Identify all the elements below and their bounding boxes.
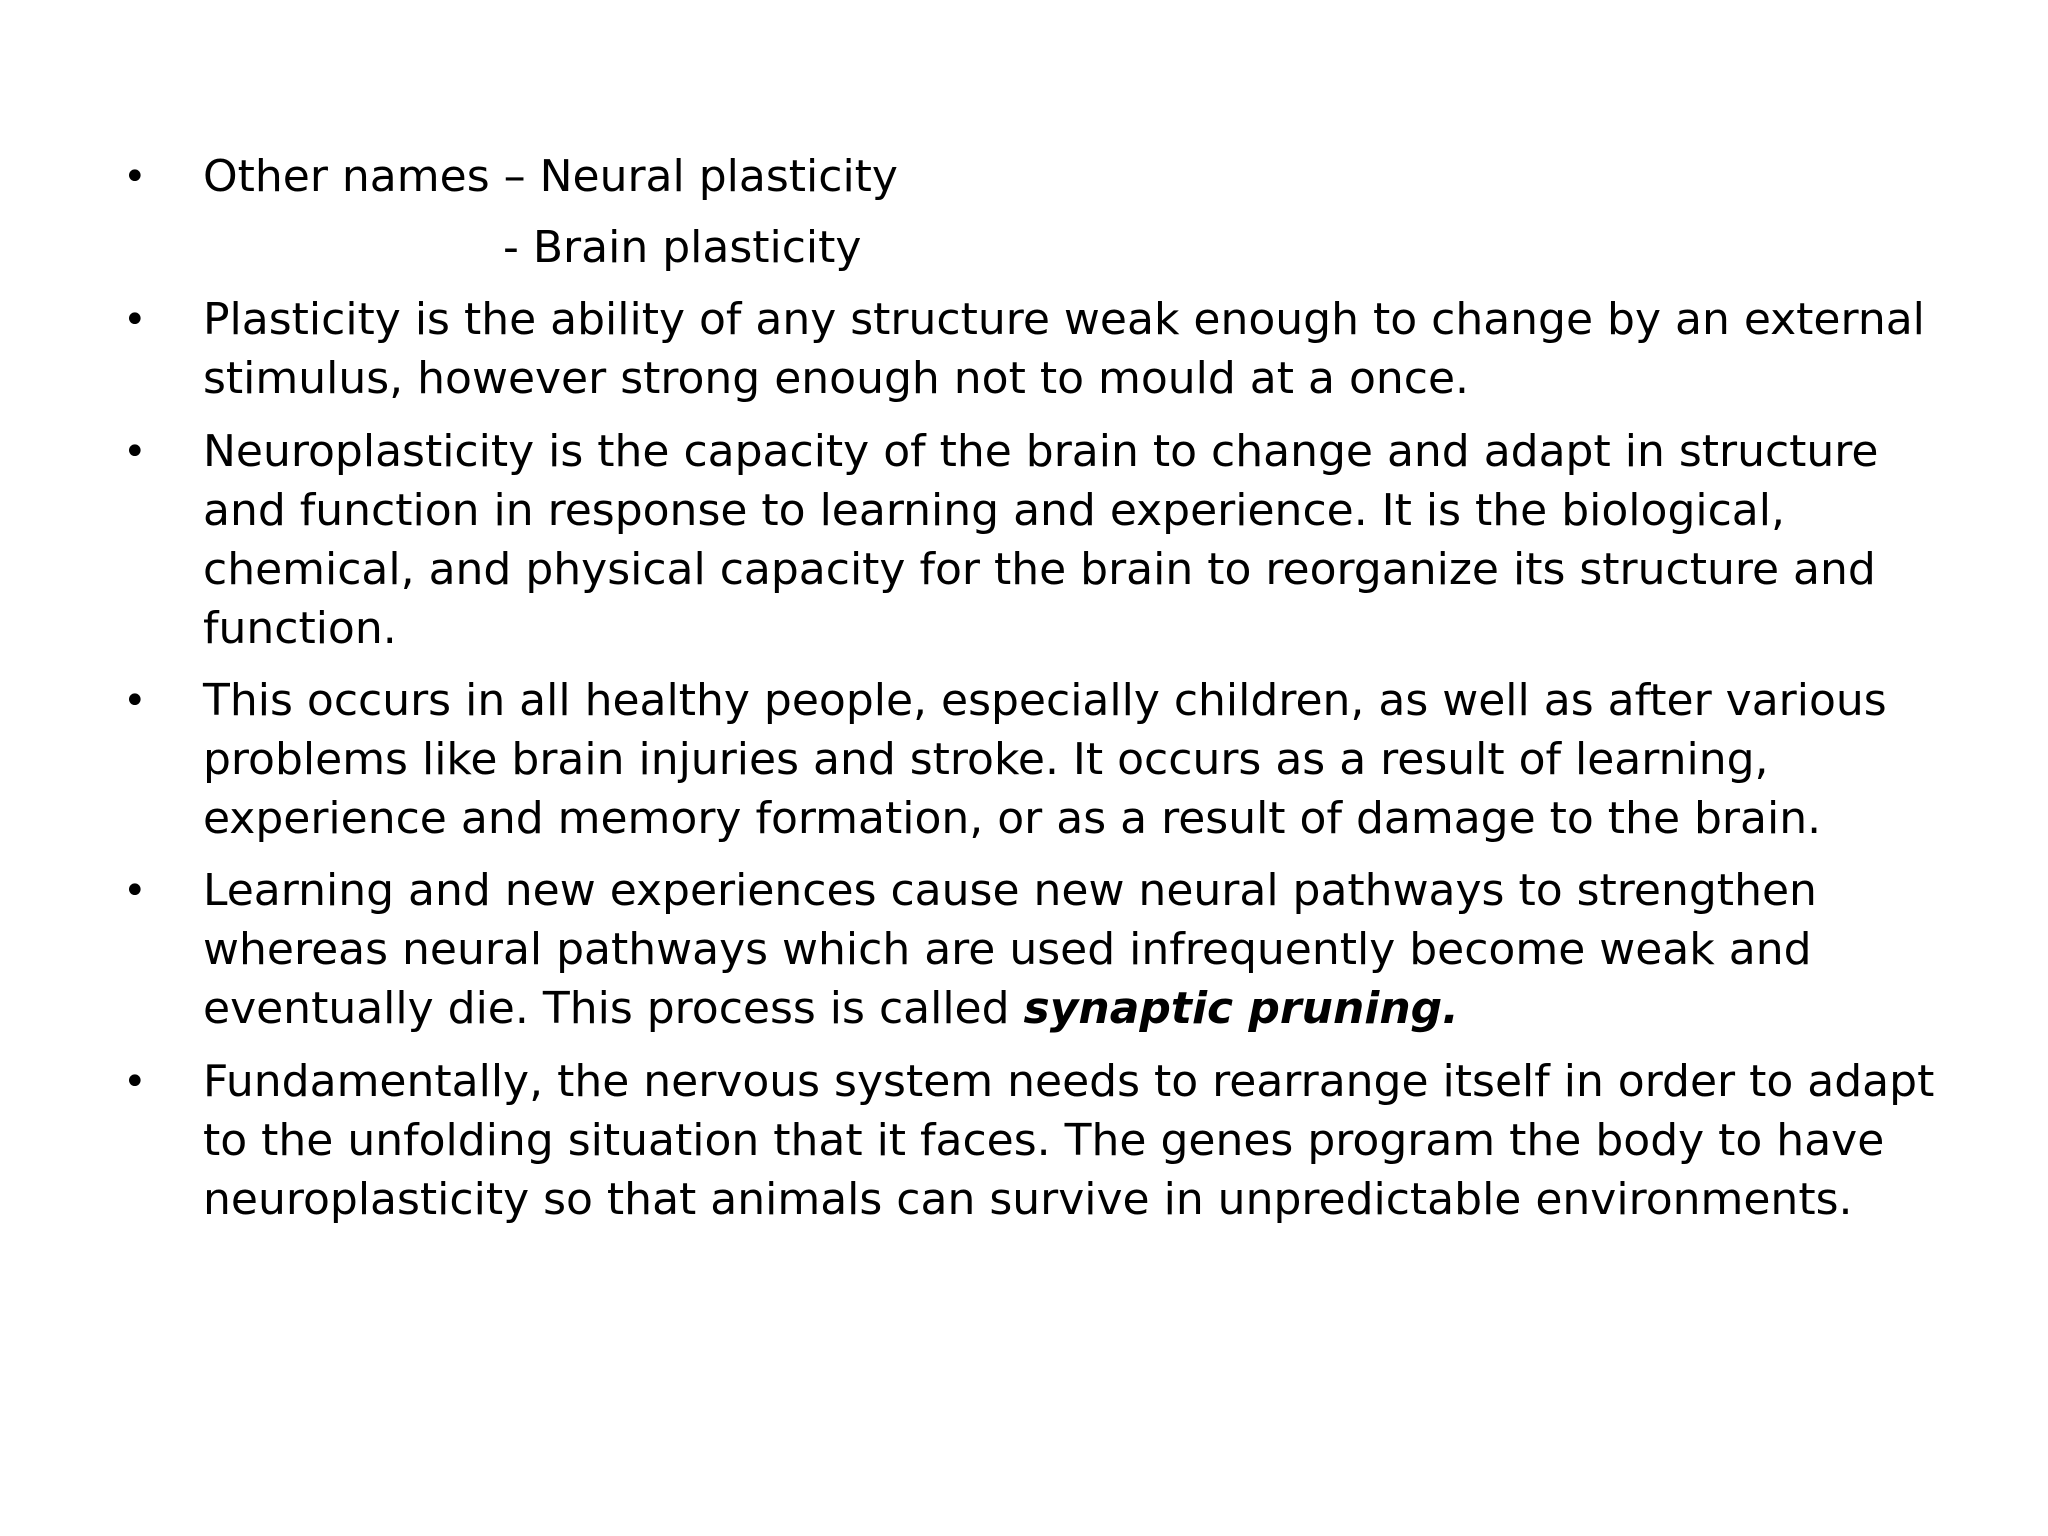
text-line: Learning and new experiences cause new neural pathways to strengthen: [203, 865, 1817, 916]
text-line: and function in response to learning and experience. It is the biological,: [203, 485, 1785, 536]
emphasized-term: synaptic pruning.: [1023, 983, 1459, 1034]
text-line: whereas neural pathways which are used infrequently become weak and: [203, 924, 1812, 975]
text-line: experience and memory formation, or as a result of damage to the brain.: [203, 793, 1822, 844]
text-line: Neuroplasticity is the capacity of the brain to change and adapt in structure: [203, 426, 1879, 477]
text-line: chemical, and physical capacity for the brain to reorganize its structure and: [203, 544, 1876, 595]
bullet-text: [203, 1052, 1983, 1229]
text-line: This occurs in all healthy people, especially children, as well as after various: [203, 675, 1887, 726]
text-line: to the unfolding situation that it faces. The genes program the body to have: [203, 1115, 1885, 1166]
bullet-text: [203, 147, 1983, 206]
bullet-icon: •: [123, 429, 147, 475]
bullet-icon: •: [123, 868, 147, 914]
bullet-icon: •: [123, 1059, 147, 1105]
text-line: Other names – Neural plasticity: [203, 151, 898, 202]
text-line: Plasticity is the ability of any structure weak enough to change by an external: [203, 294, 1925, 345]
bullet-text: [203, 290, 1983, 408]
text-line-last: [203, 979, 1983, 1038]
text-line: stimulus, however strong enough not to mould at a once.: [203, 353, 1470, 404]
text-line: problems like brain injuries and stroke. It occurs as a result of learning,: [203, 734, 1769, 785]
bullet-icon: •: [123, 154, 147, 200]
text-line: function.: [203, 603, 397, 654]
bullet-text: [203, 861, 1983, 1038]
bullet-icon: •: [123, 678, 147, 724]
bullet-text: [203, 422, 1983, 658]
text-line: neuroplasticity so that animals can survive in unpredictable environments.: [203, 1174, 1853, 1225]
text-line: Fundamentally, the nervous system needs to rearrange itself in order to adapt: [203, 1056, 1935, 1107]
bullet-icon: •: [123, 297, 147, 343]
bullet-text: [203, 671, 1983, 848]
sub-line: - Brain plasticity: [503, 222, 862, 273]
text-line-prefix: eventually die. This process is called: [203, 983, 1024, 1034]
